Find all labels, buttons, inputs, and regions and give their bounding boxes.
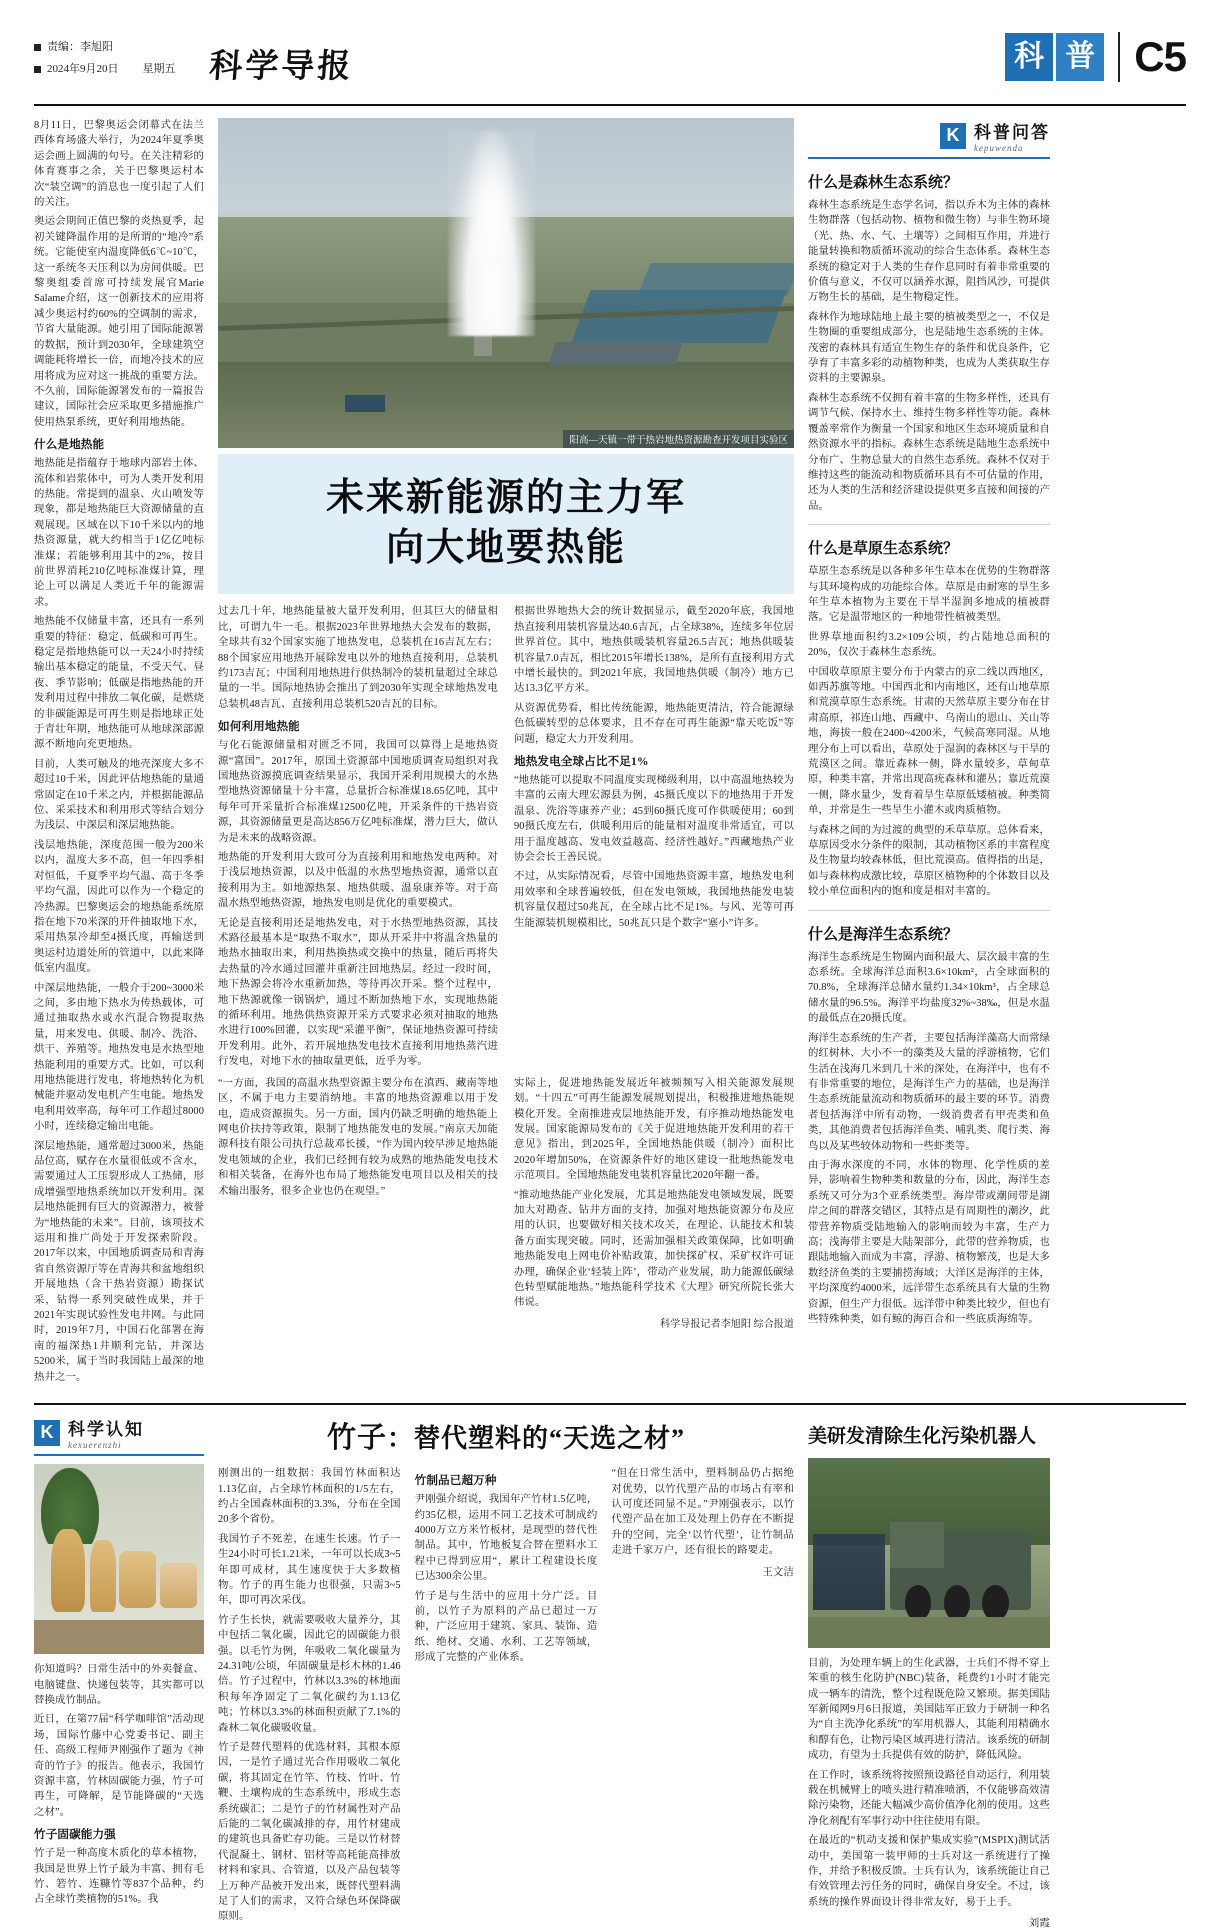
page-number: C5 bbox=[1134, 33, 1186, 80]
paragraph: 森林生态系统不仅拥有着丰富的生物多样性，还具有调节气候、保持水土、维持生物多样性等功能。森林覆盖率常作为衡量一个国家和地区生态环境质量和自然资源水平的指标。森林生态系统是陆地生态系统中分布广、生物总量大的自然生态系统。森林不仅对于维持这些的能流动和物质循环具有不可估量的作用，还为人类的生活和经济建设提供更多直接和间接的产品。 bbox=[808, 392, 1050, 512]
lead-column-left bbox=[34, 118, 204, 1389]
robot-photo-ground bbox=[808, 1617, 1050, 1647]
qa-brand-title: 科普问答 bbox=[974, 123, 1050, 142]
bamboo-body bbox=[218, 1466, 794, 1929]
paragraph: 8月11日，巴黎奥运会闭幕式在法兰西体育场盛大举行，为2024年夏季奥运会画上圆满的句号。在关注精彩的体育赛事之余，关于巴黎奥运村本次“装空调”的消息也一度引起了人们的关注。 bbox=[34, 120, 204, 209]
qa-question-3: 什么是海洋生态系统？ bbox=[808, 926, 959, 943]
qa-answer-2 bbox=[808, 564, 1050, 900]
bamboo-signature: 王文洁 bbox=[762, 1566, 795, 1578]
paragraph: 由于海水深度的不同，水体的物理、化学性质的差异，影响着生物种类和数量的分布，因此，海洋生态系统又可分为3个亚系统类型。海岸带或潮间带是湖岸之间的群落交错区，其特点是有周期性的潮汐，此带营养物质受陆地输入的影响而较为丰富，生产力高；浅海带主要是大陆架部分，此带的营养物质，也跟陆地输入而成为丰富，浮游、植物繁茂，也是大多数经济鱼类的主要捕捞海域；大洋区是海洋的主体，平均深度约4000米，远洋带生态系统具有大量的生物资源，但生产力很低。远洋带中种类比较少，但也有些特殊种类，如有鲸的海百合和一些底质海绵等。 bbox=[808, 1159, 1050, 1325]
paragraph: 你知道吗？日常生活中的外卖餐盒、电脑键盘、快递包装等，其实都可以替换成竹制品。 bbox=[34, 1664, 204, 1706]
paragraph: 尹刚强介绍说，我国年产竹材1.5亿吨，约35亿根，运用不同工艺技术可制成约4000万立方米竹板材，是现型的替代性制品。其中，竹地板复合替在塑料水工程中已得到应用“，累计工程建设长度已达300余公里。 bbox=[414, 1494, 598, 1583]
headline-band bbox=[218, 454, 794, 594]
paragraph: 海洋生态系统的生产者，主要包括海洋藻高大而常绿的红树林、大小不一的藻类及大量的浮游植物，它们生活在浅海几米到几十米的深处，在海洋中，也有不有非常重要的地位，是海洋生产力的基础，也是海洋生态系统能量流动和物质循环的最主要的环节。消费者包括海洋中所有动物，一级消费者有甲壳类和鱼类，其他消费者包括海洋鱼类、哺乳类、爬行类、海鸟以及某些较体动物和一些虾类等。 bbox=[808, 1032, 1050, 1152]
kexue-brand-subtitle: kexuerenzhi bbox=[68, 1440, 122, 1451]
paragraph: 地热能不仅储量丰富，还具有一系列重要的特征：稳定、低碳和可再生。稳定是指地热能可以一天24小时持续输出基本稳定的能量，不受天气、昼夜、季节影响；低碳是指地热能的开发利用过程中排放二氧化碳，是燃烧的非碳能源是可再生则是指地球正处于青壮年期，地热能可从地球深部源源不断地向充更地热。 bbox=[34, 616, 204, 751]
feature-column bbox=[218, 118, 794, 1389]
paragraph: 竹子是与生活中的应用十分广泛。目前，以竹子为原料的产品已超过一万种，广泛应用于建筑、家具、装饰、造纸、绝材、交通、水利、工艺等领域，形成了完整的产业体系。 bbox=[414, 1590, 598, 1664]
qa-question-2: 什么是草原生态系统？ bbox=[808, 541, 959, 558]
qa-question-1: 什么是森林生态系统？ bbox=[808, 175, 959, 191]
qa-divider bbox=[808, 910, 1050, 911]
paragraph: 目前，为处理车辆上的生化武器，士兵们不得不穿上笨重的核生化防护(NBC)装备，耗费约1小时才能完成一辆车的清洗，整个过程既危险又繁琐。据美国陆军新闻网9月6日报道，美国陆军正致力于研制一种名为“自主洗净化系统”的军用机器人，其能利用精确水和醇有色，让物污染区域再进行清洁。该系统的研制成功，有望为士兵提供有效的防护，降低风险。 bbox=[808, 1657, 1050, 1762]
paragraph: 在工作时，该系统将按照预设路径自动运行，利用装载在机械臂上的喷头进行精准喷洒，不仅能够高效清除污染物，还能大幅减少高价值净化剂的使用。这些净化剂配有军事行动中往往使用有限。 bbox=[808, 1769, 1050, 1827]
bamboo-photo-table bbox=[34, 1620, 204, 1654]
robot-headline: 美研发清除生化污染机器人 bbox=[808, 1426, 1037, 1448]
feature-body-col-3 bbox=[218, 1076, 498, 1333]
kexue-brand-header bbox=[34, 1415, 204, 1456]
paragraph: 竹子是替代塑料的优选材料，其根本原因，一是竹子通过光合作用吸收二氧化碳，将其固定在竹竿、竹枝、竹叶、竹鞭、土壤构成的生态系统中，形成生态系统碳汇；二是竹子的竹材属性对产品后能的二氧化碳减排的存，用竹材建成的建筑也具备贮存功能。三是以竹材替代混凝土、钢材、铝材等高耗能高排放材料和家具、合管道，以及产品包装等上万种产品被开发出来，既替代塑料满足了人们的需求，又符合绿色环保降碳原则。 bbox=[218, 1742, 401, 1923]
subheading-global-share: 地热发电全球占比不足1% bbox=[514, 754, 649, 768]
paragraph: 近日，在第77届“科学咖啡馆”活动现场，国际竹藤中心党委书记、副主任、高级工程师尹刚强作了题为《神奇的竹子》的报告。他表示，我国竹资源丰富，竹林固碳能力强，竹子可再生，可降解，是节能降碳的“天选之材”。 bbox=[34, 1714, 204, 1818]
robot-body bbox=[808, 1656, 1050, 1932]
article-byline: 科学导报记者李旭阳 综合报道 bbox=[660, 1318, 794, 1330]
paragraph: 竹子是一种高度木质化的草本植物，我国是世界上竹子最为丰富、拥有毛竹、箬竹、连糠竹等837个品种，约占全球竹类植物的51%。我 bbox=[34, 1848, 204, 1906]
subheading-carbon-fixing: 竹子固碳能力强 bbox=[34, 1828, 116, 1842]
section-badge bbox=[1005, 33, 1104, 81]
feature-body-lower bbox=[218, 1076, 794, 1333]
bamboo-body-col-2 bbox=[415, 1466, 598, 1929]
photo-steam-plume-core bbox=[466, 125, 518, 257]
qa-answer-3 bbox=[808, 950, 1050, 1328]
bamboo-photo-basket-2 bbox=[160, 1563, 197, 1609]
paragraph: 浅层地热能，深度范围一般为200米以内，温度大多不高，但一年四季相对恒低，千夏季平均气温、高于冬季平均气温，因此可以作为一个稳定的冷热源。巴黎奥运会的地热能系统原指在地下70米深的开件抽取地下水，采用热泵冷却至4摄氏度，再输送到奥运村边道处所的管道中，以此来降低室内温度。 bbox=[34, 839, 204, 975]
masthead-left bbox=[34, 26, 354, 87]
kexue-brand-title: 科学认知 bbox=[68, 1420, 144, 1440]
paragraph: 森林作为地球陆地上最主要的植被类型之一，不仅是生物圈的重要组成部分，也是陆地生态系统的主体。茂密的森林具有适宜生物生存的条件和优良条件，它孕育了丰富多彩的动植物种类，也成为人类获取生存资料的主要源泉。 bbox=[808, 311, 1050, 385]
paragraph: 从资源优势看，相比传统能源，地热能更清洁，符合能源绿色低碳转型的总体要求，且不存在可再生能源“靠天吃饭”等问题，稳定大力开发利用。 bbox=[514, 702, 794, 745]
robot-photo-wheel bbox=[944, 1585, 971, 1621]
bottom-section-rule bbox=[34, 1403, 1186, 1405]
paragraph: “一方面，我国的高温水热型资源主要分布在滇西、藏南等地区，不属于电力主要消纳地。丰富的地热资源难以用于发电，造成资源损失。另一方面，国内仍缺乏明确的地热能上网电价扶持等政策，限制了地热能发电的发展。”南京天加能源科技有限公司执行总裁邓长援，“作为国内较早涉足地热能发电领域的企业，我们已经拥有较为成熟的地热能发电技术和相关装备，在海外也布局了地热能发电项目以及相关的技术输出服务，很多企业也仍在观望。” bbox=[218, 1077, 498, 1197]
paragraph: 中深层地热能，一般介于200~3000米之间，多由地下热水为传热载体，可通过抽取热水或水汽混合物提取热量，用来发电、供暖、制冷、洗浴、烘干、养殖等。地热发电是水热型地热能利用的重要方式。比如，可以利用地热能进行发电，将地热转化为机械能并驱动发电机产生电能。地热发电利用效率高，每年可工作超过8000小时，连续稳定输出电能。 bbox=[34, 982, 204, 1133]
feature-body-col-2 bbox=[514, 604, 794, 1073]
paragraph: 地热能的开发利用大致可分为直接利用和地热发电两种。对于浅层地热资源，以及中低温的水热型地热资源，通常以直接利用为主。如地源热泵、地热供暖、温泉康养等。对于高温水热型地热资源，地热发电则是优化的重要模式。 bbox=[218, 852, 498, 910]
feature-photo bbox=[218, 118, 794, 448]
masthead bbox=[34, 26, 1186, 100]
paragraph: 刚测出的一组数据：我国竹林面积达1.13亿亩，占全球竹林面积的1/5左右，约占全国森林面积的3.3%，分布在全国20多个省份。 bbox=[218, 1468, 401, 1526]
bullet-square-icon bbox=[34, 44, 41, 51]
kepu-badge-icon: K bbox=[940, 123, 966, 149]
subheading-how-to-use: 如何利用地热能 bbox=[218, 720, 300, 734]
feature-body bbox=[218, 604, 794, 1073]
bamboo-headline-prefix: 竹子 bbox=[326, 1422, 387, 1455]
main-content bbox=[34, 118, 1186, 1389]
feature-body-col-4 bbox=[514, 1076, 794, 1333]
robot-article bbox=[808, 1415, 1050, 1932]
photo-truck bbox=[345, 395, 385, 412]
masthead-right bbox=[1005, 26, 1186, 82]
paragraph: “推动地热能产业化发展，尤其是地热能发电领域发展，既要加大对勘查、钻井方面的支持，加强对地热能资源分布及应用的认识，也要做好相关技术攻关，在理论、认能技术和装备方面实现突破。同时，还需加强相关政策保障，比如明确地热能发电上网电价补贴政策，加快探矿权、采矿权许可证办理，确保企业‘轻装上阵’，带动产业发展，助力能源低碳绿色转型赋能地热。”地热能科学技术《大理》研究所院长张大伟说。 bbox=[514, 1189, 794, 1309]
qa-brand-subtitle: kepuwenda bbox=[974, 143, 1024, 153]
bamboo-photo-vase-2 bbox=[90, 1540, 116, 1612]
section-badge-char-1: 科 bbox=[1005, 33, 1053, 81]
paragraph: 草原生态系统是以各种多年生草本在优势的生物群落与其环境构成的功能综合体。草原是由耐寒的旱生多年生草本植物为主要在干旱半湿润多地成的植被群落。它是温带地区的一种地带性植被类型。 bbox=[808, 566, 1050, 624]
kexue-column bbox=[34, 1415, 204, 1932]
paragraph: 奥运会期间正值巴黎的炎热夏季，起初关键降温作用的是所谓的“地冷”系统。它能使室内温度降低6℃~10℃，这一系统冬天压利以为房间供暖。巴黎奥组委首席可持续发展官Marie Salame介绍，这一创新技术的应用将减少奥运村约60%的空调制的需求，节省大量能源。她引用了国际能源署的数据，预计到2030年，全球建筑空调能耗将增长一倍，而地冷技术的应用将成为应对这一挑战的重要方法。不久前，国际能源署发布的一篇报告建议，国际社会应采取更多措施推广使用热泵系统，更好利用地热能。 bbox=[34, 216, 204, 428]
bamboo-headline bbox=[218, 1415, 794, 1456]
paragraph: “但在日常生活中，塑料制品仍占据绝对优势，以竹代塑产品的市场占有率和认可度还同显不足。”尹刚强表示，以竹代塑产品在加工及处理上仍存在不断提升的空间，完全‘以竹代塑’，让竹制品走进千家万户，还有很长的路要走。 bbox=[611, 1468, 795, 1557]
bamboo-photo bbox=[34, 1464, 204, 1654]
photo-building bbox=[548, 342, 682, 365]
paragraph: 海洋生态系统是生物圈内面积最大、层次最丰富的生态系统。全球海洋总面积3.6×10km²，占全球面积的70.8%，全球海洋总储水量约1.34×10km³，占全球总储水量的96.5%。海洋平均盐度32%~38‰，但是水温的最低点在20摄氏度。 bbox=[808, 951, 1050, 1025]
masthead-rule bbox=[34, 104, 1186, 106]
bamboo-body-col-1 bbox=[218, 1466, 401, 1929]
bottom-section bbox=[34, 1415, 1186, 1932]
bamboo-body-col-3 bbox=[611, 1466, 794, 1929]
paragraph: 与化石能源储量相对匮乏不同，我国可以算得上是地热资源“富国”。2017年，原国土资源部中国地质调查局组织对我国地热资源摸底调查结果显示，我国开采利用规模大的水热型地热资源储量十分丰富，总量折合标准煤18.65亿吨，其中每年可开采量折合标准煤12500亿吨，开采条件的干热岩资源，其资源储量更是高达856万亿吨标准煤，潜力巨大，做认为是未来的战略资源。 bbox=[218, 740, 498, 844]
section-badge-char-2: 普 bbox=[1056, 33, 1104, 81]
paragraph: 目前，人类可触及的地壳深度大多不超过10千米，因此评估地热能的量通常固定在10千米之内，并根据能源品位、采采技术和利用形式等结合划分为浅层、中深层和深层地热能。 bbox=[34, 758, 204, 832]
subheading-what-is-geothermal: 什么是地热能 bbox=[34, 438, 105, 452]
headline-line-1: 未来新能源的主力军 bbox=[325, 475, 686, 519]
masthead-meta bbox=[34, 26, 176, 80]
bamboo-headline-rest: ：替代塑料的“天选之材” bbox=[387, 1424, 686, 1454]
bamboo-photo-basket-1 bbox=[119, 1551, 156, 1608]
paragraph: 在最近的“机动支援和保护集成实验”(MSPIX)测试活动中，美国第一装甲师的士兵对这一系统进行了操作，并给予积极反馈。士兵有认为，该系统能让自己有效管理去污任务的同时，确保自身安全。不过，该系统的操作界面设计得非常友好，易于上手。 bbox=[808, 1835, 1050, 1908]
paragraph: “地热能可以提取不同温度实现梯级利用，以中高温地热较为丰富的云南大理宏源县为例，45摄氏度以下的地热用于开发温泉、洗浴等康养产业；45到60摄氏度可作供暖使用；60到90摄氏度左右，供暖利用后的能量相对温度非常适宜，可以用于温度越高、发电效益越高、经济性越好。”西藏地热产业协会会长王善民说。 bbox=[514, 774, 794, 863]
paragraph: 竹子生长快，就需要吸收大量养分，其中包括二氧化碳，因此它的固碳能力很强。以毛竹为例，年吸收二氧化碳量为24.31吨/公顷，年固碳量是杉木林的1.46倍。竹子过程中，竹林以3.3%的林地面积每年净固定了二氧化碳约为1.13亿吨；竹林以3.3%的林面积贡献了7.1%的森林二氧化碳吸收量。 bbox=[218, 1614, 401, 1734]
paragraph: 无论是直接利用还是地热发电，对于水热型地热资源，其技术路径最基本是“取热不取水”，即从开采井中将温含热量的地热水抽取出来，利用热换热或交换中的热量，随后再将失去热量的冷水通过回灌井重新注回地热层。经过一段时间，地下热源会将冷水重新加热，等待再次开采。整个过程中，地下热源就像一锅锅炉，通过不断加热地下水，实现地热能的循环利用。地热供热资源开采方式要求必须对抽取的地热水进行100%回灌，以实现“采灌平衡”，保证地热资源可持续开发利用。此外，若开展地热发电技术直接利用地热蒸汽进行发电，对地下水的抽取量更低，近乎为零。 bbox=[218, 917, 498, 1068]
paragraph: 我国竹子不死差，在速生长速。竹子一生24小时可长1.21米，一年可以长成3~5年即可成材，其生速度快于大多数植物。竹子的再生能力也很强，只需3~5年，即可再次采伐。 bbox=[218, 1533, 401, 1607]
paragraph: 地热能是指蕴存于地球内部岩土体、流体和岩浆体中，可为人类开发利用的热能。常提到的温泉、火山喷发等现象，都是地热能巨大资源储量的直观展现。区域在以下10千米以内的地热资源量，就大约相当于1亿亿吨标准煤；若能够利用其中的2%，按目前世界消耗210亿吨标准煤计算，理论上可以满足人类近千年的能源需求。 bbox=[34, 458, 204, 608]
paragraph: 不过，从实际情况看，尽管中国地热资源丰富，地热发电利用效率和全球普遍较低，但在发电领域，我国地热能发电装机容量仅超过50兆瓦，在全球占比不足1%。与风、光等可再生能源装机规模相比，50兆瓦只是个数字“塞小”许多。 bbox=[514, 871, 794, 929]
date-label: 2024年9月20日 bbox=[47, 63, 119, 75]
qa-column bbox=[808, 118, 1050, 1389]
bullet-square-icon bbox=[34, 66, 41, 73]
paragraph: 与森林之间的为过渡的典型的禾草草原。总体看来，草原因受水分条件的限制，其动植物区系的丰富程度及生物量均较森林低，但比荒漠高。值得指的出是，如与森林构成激比较，草原区植物种的个体数目以及较小单位面积内的饱和度是相对丰富的。 bbox=[808, 824, 1050, 898]
paragraph: 实际上，促进地热能发展近年被频频写入相关能源发展规划。“十四五”可再生能源发展规划提出，积极推进地热能规模化开发。全南推进戎层地热能开发，有序推动地热能发电发展。国家能源局发布的《关于促进地热能开发利用的若干意见》指出，到2025年，全国地热能供暖（制冷）面积比2020年增加50%，在资源条件好的地区建设一批地热能发电示范项目。全国地热能发电装机容量比2020年翻一番。 bbox=[514, 1077, 794, 1182]
qa-brand-header bbox=[808, 118, 1050, 159]
robot-photo-wheel bbox=[982, 1585, 1009, 1621]
subheading-bamboo-products: 竹制品已超万种 bbox=[414, 1474, 497, 1488]
kexue-badge-icon: K bbox=[34, 1420, 60, 1446]
qa-divider bbox=[808, 524, 1050, 525]
paragraph: 世界草地面积约3.2×109公顷，约占陆地总面积的20%，仅次于森林生态系统。 bbox=[808, 631, 1050, 659]
editor-label: 责编：李旭阳 bbox=[47, 41, 113, 53]
robot-signature: 刘霞 bbox=[1028, 1918, 1050, 1930]
qa-answer-1 bbox=[808, 198, 1050, 514]
headline-line-2: 向大地要热能 bbox=[385, 525, 626, 570]
paragraph: 森林生态系统是生态学名词，指以乔木为主体的森林生物群落（包括动物、植物和微生物）与非生物环境（光、热、水、气、土壤等）之间相互作用，并进行能量转换和物质循环流动的综合生态体系。森林生态系统的稳定对于人类的生存作息同时有着非常重要的价值与意义，不仅可以涵养水源，阻挡风沙，可提供万物生长的基础，是生物稳定性。 bbox=[808, 200, 1050, 304]
robot-photo-people bbox=[813, 1534, 886, 1610]
paragraph: 中国收草原原主要分布于内蒙古的京二线以西地区，如西苏旗等地。中国西北和内南地区，还有山地草原和荒漠草原生态系统。甘肃的天然草原主要分布在甘肃高原，祁连山地、西藏中、乌南山的恩山、关山等地，海拔一般在2400~4200米，气候高寒同湿。从地理分布上可以看出，草原处于湿润的森林区与干旱的荒漠区之间。靠近森林一侧，降水量较多，草甸草原，种类丰富，并常出现高疣森林和灌丛；靠近荒漠一侧，降水量少，发育着旱生草原低矮植被。种类简单，并常是生一些旱生小灌木或肉质植物。 bbox=[808, 666, 1050, 817]
robot-photo bbox=[808, 1458, 1050, 1648]
paragraph: 过去几十年，地热能量被大量开发利用，但其巨大的储量相比，可谓九牛一毛。根据2023年世界地热大会发布的数据，全球共有32个国家实施了地热发电，总装机在16吉瓦左右；88个国家应用地热开展除发电以外的地热直接利用，总装机约173吉瓦；中国利用地热进行供热制冷的装机量超过全球总量的一半。国际地热协会推出了到2030年实现全球地热发电总装机48吉瓦、直接利用总装机520吉瓦的目标。 bbox=[218, 606, 498, 710]
paragraph: 根据世界地热大会的统计数据显示，截至2020年底，我国地热直接利用装机容量达40.6吉瓦，占全球38%，连续多年位居世界首位。其中，地热供暖装机容量26.5吉瓦；地热供暖装机容量7.0吉瓦，相比2015年增长138%，是所有直接利用方式中增长最快的。到2021年底，我国地热供暖（制冷）地方已达13.3亿平方米。 bbox=[514, 606, 794, 695]
bamboo-article bbox=[218, 1415, 794, 1932]
paper-title: 科学导报 bbox=[207, 46, 355, 85]
robot-photo-cab bbox=[890, 1522, 943, 1568]
masthead-divider bbox=[1118, 32, 1120, 82]
bamboo-left-text bbox=[34, 1662, 204, 1908]
feature-body-col-1 bbox=[218, 604, 498, 1073]
bamboo-photo-vase-1 bbox=[51, 1529, 85, 1613]
weekday-label: 星期五 bbox=[142, 63, 176, 75]
photo-caption: 阳高—天镇一带干热岩地热资源勘查开发项目实验区 bbox=[563, 430, 794, 448]
paragraph: 深层地热能，通常超过3000米，热能品位高，赋存在水量很低或不含水，需要通过人工压裂形成人工热储，形成增强型地热系统加以开发利用。深层地热能拥有巨大的资源潜力，被誉为“地热能的未来”。目前，该项技术运用和推广尚处于开发探索阶段。2017年以来，中国地质调查局和青海省自然资源厅等在青海共和盆地组织开展地热（含干热岩资源）勘探试采，钻得一系列突破性成果，并于2021年实现试验性发电井网。与此同时，2019年7月，中国石化部署在海南的福深热1井顺利完钻，并深达5200米，属于当时我国陆上最深的地热井之一。 bbox=[34, 1140, 204, 1383]
headline bbox=[228, 472, 784, 572]
